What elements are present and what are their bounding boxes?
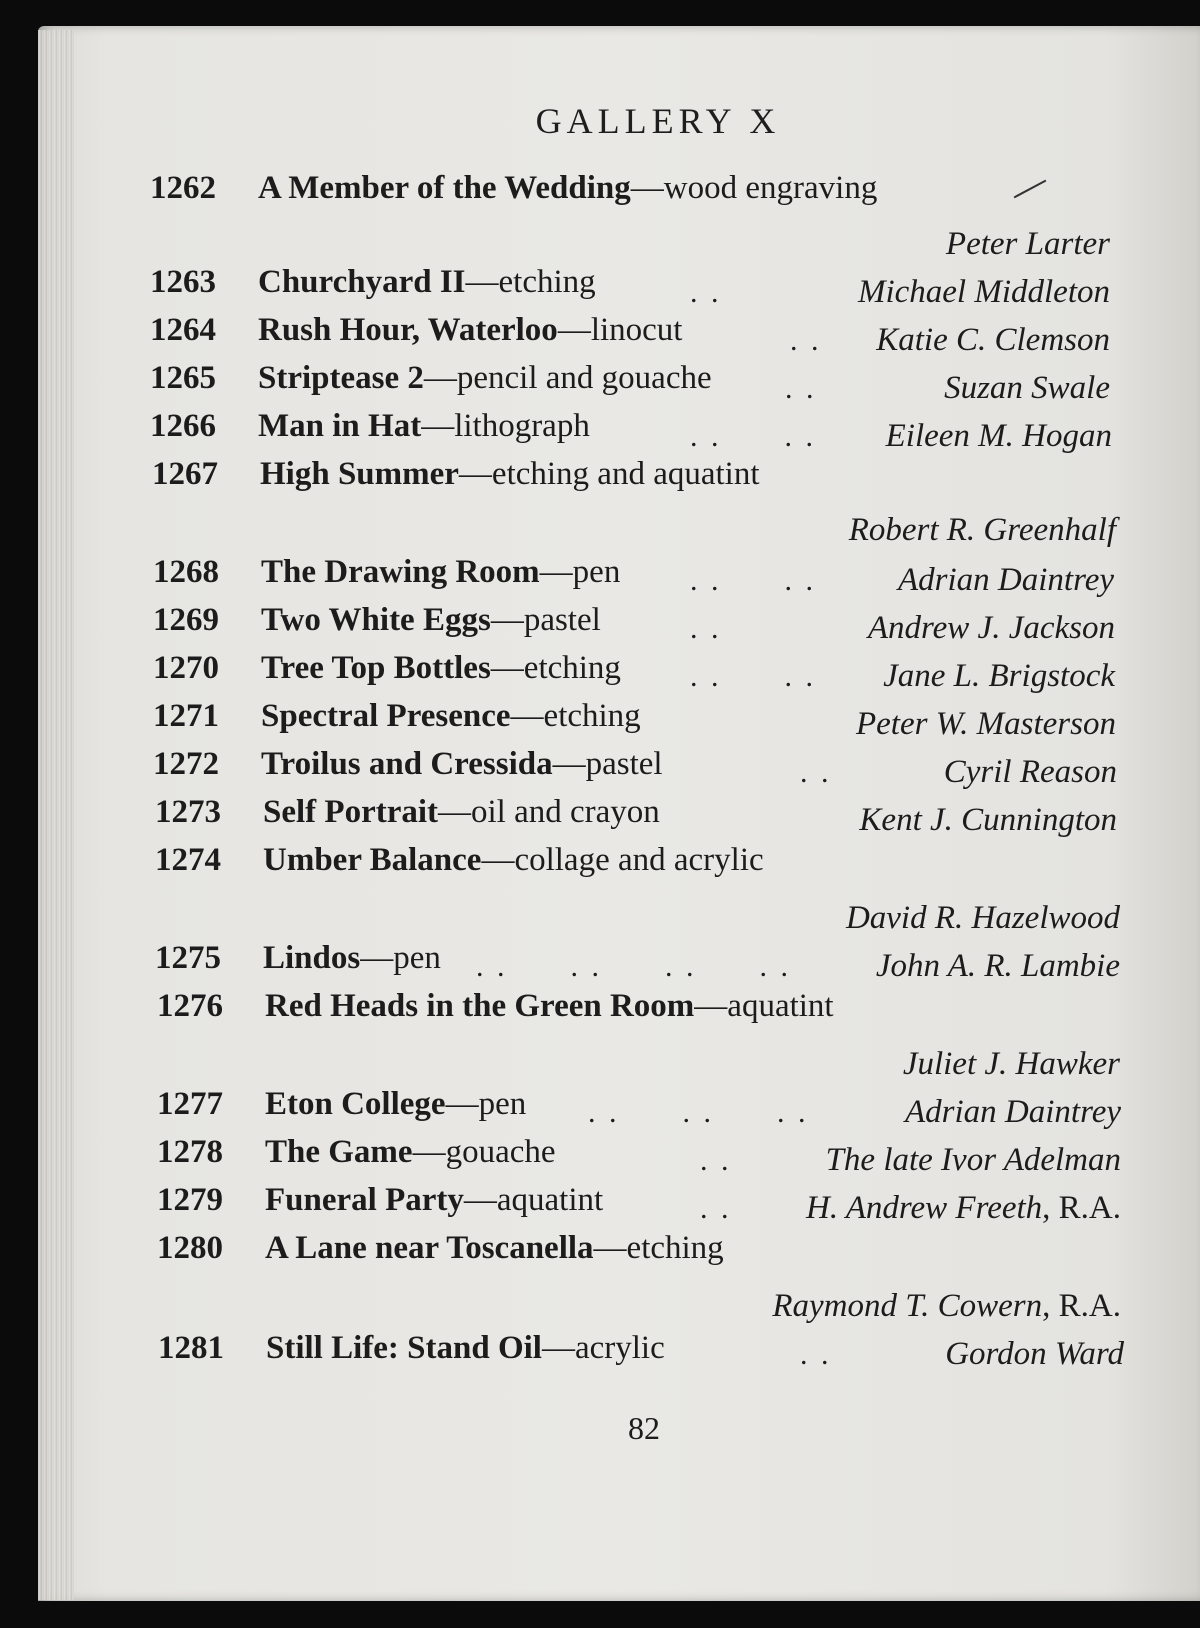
catalogue-entry	[150, 170, 1110, 270]
entry-artist	[903, 1046, 1120, 1083]
entry-medium: —aquatint	[463, 1182, 604, 1218]
page-edge	[38, 30, 74, 1600]
catalogue-entry	[157, 988, 1120, 1090]
entry-number: 1272	[153, 746, 219, 782]
entry-number: 1280	[157, 1230, 223, 1266]
entry-title-line	[258, 264, 596, 301]
entry-title: Man in Hat	[258, 408, 422, 444]
entry-medium: —acrylic	[541, 1330, 665, 1366]
entry-medium: —lithograph	[421, 408, 590, 444]
entry-artist	[886, 418, 1112, 455]
artist-name: John A. R. Lambie	[875, 948, 1120, 984]
entry-number: 1263	[150, 264, 216, 300]
artist-honour: , R.A.	[1042, 1190, 1121, 1226]
entry-title: High Summer	[260, 456, 459, 492]
artist-name: Raymond T. Cowern	[772, 1288, 1043, 1324]
catalogue-entry	[155, 794, 1117, 846]
entry-medium: —etching	[465, 264, 596, 300]
entry-title-line	[265, 1182, 603, 1219]
entry-number: 1270	[153, 650, 219, 686]
artist-name: Suzan Swale	[944, 370, 1110, 406]
leader-dots: . . . . . . . .	[476, 950, 791, 983]
entry-title: A Lane near Toscanella	[265, 1230, 594, 1266]
entry-title: Red Heads in the Green Room	[265, 988, 695, 1024]
entry-artist	[826, 1142, 1121, 1179]
entry-title-line	[265, 988, 834, 1025]
leader-dots: . .	[700, 1144, 732, 1177]
entry-title: Self Portrait	[263, 794, 439, 830]
artist-name: Adrian Daintrey	[905, 1094, 1121, 1130]
entry-number: 1279	[157, 1182, 223, 1218]
leader-dots: . .	[800, 1338, 832, 1371]
entry-medium: —pastel	[490, 602, 601, 638]
entry-title: Still Life: Stand Oil	[266, 1330, 542, 1366]
entry-medium: —etching	[490, 650, 621, 686]
entry-title-line	[260, 456, 760, 493]
entry-artist	[876, 322, 1110, 359]
entry-artist	[846, 900, 1120, 937]
catalogue-entry	[157, 1230, 1121, 1332]
entry-title: Troilus and Cressida	[261, 746, 553, 782]
catalogue-entry	[150, 312, 1110, 366]
artist-name: Andrew J. Jackson	[867, 610, 1115, 646]
leader-dots: . .	[790, 324, 822, 357]
entry-medium: —pen	[360, 940, 441, 976]
leader-dots: . . . .	[690, 420, 816, 453]
entry-medium: —aquatint	[694, 988, 834, 1024]
entry-artist	[944, 754, 1117, 791]
entry-title-line	[258, 170, 877, 207]
entry-artist	[883, 658, 1115, 695]
entry-title: Spectral Presence	[261, 698, 511, 734]
catalogue-entry	[152, 456, 1116, 556]
leader-dots: . . . . . .	[588, 1096, 809, 1129]
catalogue-entry	[157, 1134, 1121, 1186]
entry-title: Striptease 2	[258, 360, 424, 396]
catalogue-entry	[157, 1086, 1121, 1138]
entry-title-line	[261, 554, 620, 591]
entry-number: 1281	[158, 1330, 224, 1366]
entry-artist	[856, 706, 1116, 743]
artist-name: Cyril Reason	[943, 754, 1117, 790]
page-title: GALLERY X	[535, 101, 781, 141]
entry-number: 1268	[153, 554, 219, 590]
artist-name: Robert R. Greenhalf	[848, 512, 1116, 548]
catalogue-entry	[153, 746, 1117, 798]
catalogue-entry	[158, 1330, 1124, 1380]
entry-number: 1276	[157, 988, 223, 1024]
entry-title-line	[258, 408, 590, 445]
artist-name: Peter Larter	[945, 226, 1110, 262]
leader-dots: . .	[690, 276, 722, 309]
catalogue-entry	[150, 360, 1110, 414]
entry-medium: —etching and aquatint	[458, 456, 760, 492]
catalogue-entry	[155, 842, 1120, 944]
leader-dots: . . . .	[690, 564, 816, 597]
entry-title: Eton College	[265, 1086, 446, 1122]
entry-title: Rush Hour, Waterloo	[258, 312, 558, 348]
entry-title-line	[265, 1086, 526, 1123]
entry-medium: —pen	[445, 1086, 527, 1122]
leader-dots: . .	[785, 372, 817, 405]
entry-number: 1269	[153, 602, 219, 638]
entry-number: 1266	[150, 408, 216, 444]
entry-title-line	[265, 1230, 724, 1267]
entry-title-line	[261, 602, 601, 639]
entry-medium: —wood engraving	[630, 170, 878, 206]
entry-medium: —pencil and gouache	[423, 360, 712, 396]
entry-medium: —collage and acrylic	[481, 842, 764, 878]
entry-artist	[945, 1336, 1124, 1373]
entry-medium: —oil and crayon	[438, 794, 660, 830]
entry-title-line	[261, 650, 621, 687]
entry-artist	[772, 1288, 1121, 1325]
entry-artist	[858, 274, 1110, 311]
entry-number: 1273	[155, 794, 221, 830]
entry-title: Funeral Party	[265, 1182, 464, 1218]
entry-artist	[905, 1094, 1121, 1131]
artist-name: David R. Hazelwood	[845, 900, 1120, 936]
entry-title-line	[266, 1330, 665, 1367]
catalogue-entry	[153, 650, 1115, 702]
entry-number: 1277	[157, 1086, 223, 1122]
entry-title: Two White Eggs	[261, 602, 491, 638]
entry-title: The Drawing Room	[261, 554, 540, 590]
artist-name: Gordon Ward	[945, 1336, 1124, 1372]
entry-medium: —etching	[510, 698, 641, 734]
entry-title: The Game	[265, 1134, 413, 1170]
entry-title: Tree Top Bottles	[261, 650, 491, 686]
entry-artist	[946, 226, 1110, 263]
entry-number: 1265	[150, 360, 216, 396]
artist-name: Michael Middleton	[857, 274, 1110, 310]
entry-number: 1262	[150, 170, 216, 206]
entry-medium: —linocut	[557, 312, 683, 348]
entry-number: 1271	[153, 698, 219, 734]
artist-name: Katie C. Clemson	[876, 322, 1110, 358]
entry-artist	[898, 562, 1114, 599]
catalogue-entry	[153, 602, 1115, 654]
entry-artist	[944, 370, 1110, 407]
entry-title-line	[261, 746, 663, 783]
entry-number: 1267	[152, 456, 218, 492]
artist-name: Eileen M. Hogan	[885, 418, 1112, 454]
entry-title-line	[265, 1134, 556, 1171]
entry-title: Lindos	[263, 940, 361, 976]
entry-artist	[806, 1190, 1121, 1227]
entry-title-line	[258, 312, 682, 349]
entry-artist	[849, 512, 1116, 549]
entry-title: A Member of the Wedding	[258, 170, 631, 206]
leader-dots: . .	[700, 1192, 732, 1225]
catalogue-entry	[157, 1182, 1121, 1234]
page-number: 82	[628, 1410, 660, 1446]
entry-title-line	[263, 842, 764, 879]
entry-medium: —gouache	[412, 1134, 556, 1170]
artist-name: Adrian Daintrey	[898, 562, 1114, 598]
leader-dots: . .	[800, 756, 832, 789]
catalogue-entry	[153, 554, 1114, 606]
artist-name: Kent J. Cunnington	[859, 802, 1117, 838]
artist-name: Peter W. Masterson	[855, 706, 1116, 742]
catalogue-entry	[150, 408, 1112, 462]
entry-medium: —etching	[593, 1230, 724, 1266]
leader-dots: . . . .	[690, 660, 816, 693]
catalogue-entry	[155, 940, 1120, 992]
entry-title-line	[261, 698, 641, 735]
leader-dots: . .	[690, 612, 722, 645]
entry-number: 1274	[155, 842, 221, 878]
entry-title-line	[263, 794, 660, 831]
artist-name: Juliet J. Hawker	[902, 1046, 1120, 1082]
artist-honour: , R.A.	[1042, 1288, 1121, 1324]
entry-artist	[876, 948, 1120, 985]
entry-artist	[859, 802, 1117, 839]
entry-title-line	[258, 360, 712, 397]
entry-number: 1264	[150, 312, 216, 348]
artist-name: H. Andrew Freeth	[806, 1190, 1043, 1226]
entry-title: Churchyard II	[258, 264, 466, 300]
artist-name: The late Ivor Adelman	[825, 1142, 1121, 1178]
catalogue-entry	[153, 698, 1116, 750]
entry-artist	[868, 610, 1115, 647]
catalogue-entry	[150, 264, 1110, 318]
entry-title-line	[263, 940, 441, 977]
entry-number: 1278	[157, 1134, 223, 1170]
entry-medium: —pen	[539, 554, 621, 590]
entry-medium: —pastel	[552, 746, 663, 782]
artist-name: Jane L. Brigstock	[883, 658, 1115, 694]
entry-number: 1275	[155, 940, 221, 976]
entry-title: Umber Balance	[263, 842, 482, 878]
